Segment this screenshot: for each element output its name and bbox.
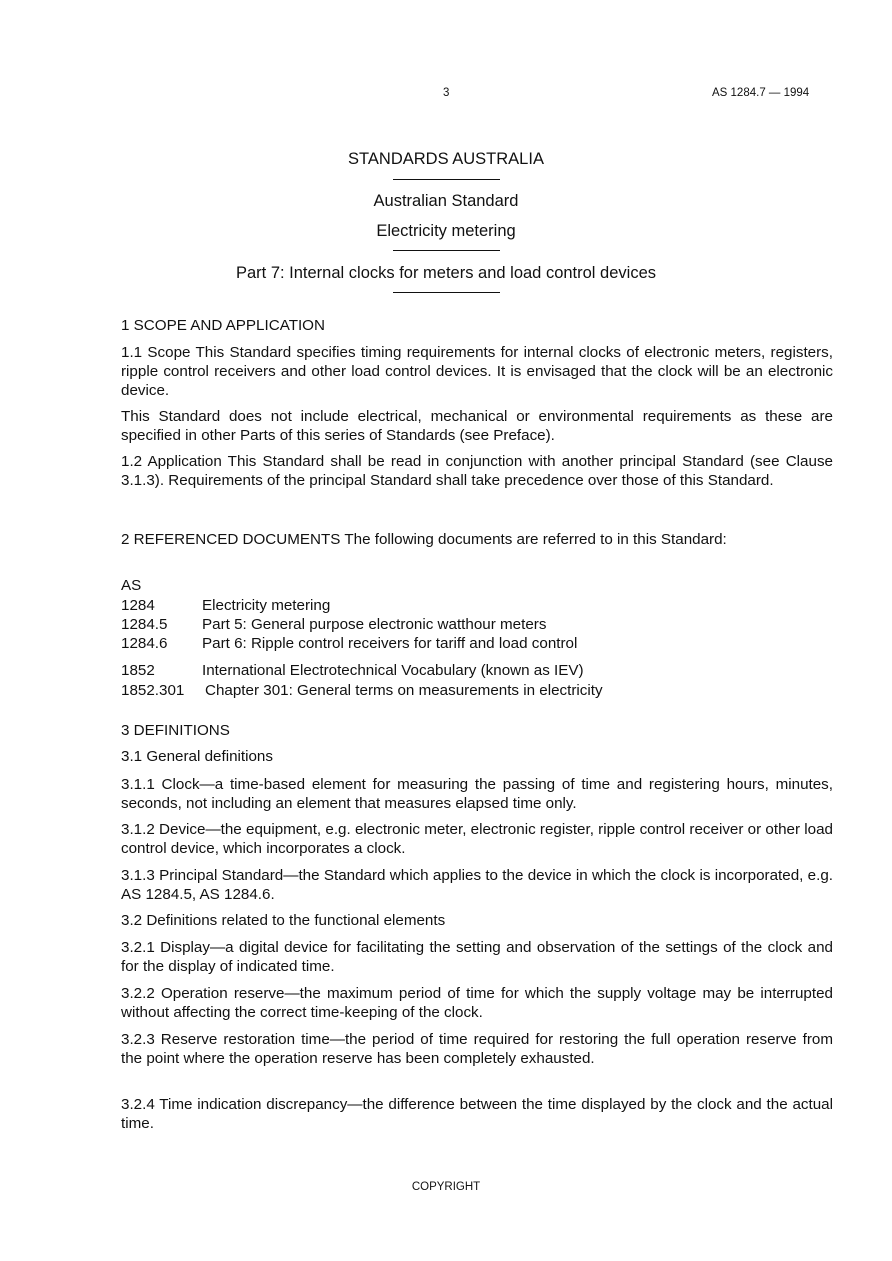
divider-rule [393, 250, 500, 251]
definition-reserve-restoration-time: 3.2.3 Reserve restoration time—the period of time required for restoring the full operation reserve from the point where the operation reserve has been completely exhausted. [121, 1031, 833, 1067]
subsection-heading: 3.1 General definitions [121, 748, 273, 765]
reference-title: Part 6: Ripple control receivers for tariff and load control [202, 635, 578, 652]
divider-rule [393, 179, 500, 180]
reference-code: 1852.301 [121, 682, 185, 699]
page-number: 3 [443, 87, 450, 99]
definition-principal-standard: 3.1.3 Principal Standard—the Standard which applies to the device in which the clock is incorporated, e.g. AS 1284.5, AS 1284.6. [121, 867, 833, 903]
section-heading: 1 SCOPE AND APPLICATION [121, 317, 325, 334]
reference-title: Part 5: General purpose electronic watthour meters [202, 616, 547, 633]
divider-rule [393, 292, 500, 293]
standard-type: Australian Standard [373, 192, 519, 210]
reference-code: 1284.5 [121, 616, 168, 633]
reference-row [121, 682, 603, 699]
standard-number: AS 1284.7 — 1994 [712, 87, 810, 99]
reference-title: Chapter 301: General terms on measurements in electricity [205, 682, 603, 699]
standard-subject: Electricity metering [376, 222, 516, 240]
reference-code: 1284.6 [121, 635, 168, 652]
reference-title: Electricity metering [202, 597, 331, 614]
reference-row [121, 662, 584, 679]
reference-title: International Electrotechnical Vocabulary (known as IEV) [202, 662, 584, 679]
subsection-heading: 3.2 Definitions related to the functional elements [121, 912, 446, 929]
definition-time-indication-discrepancy: 3.2.4 Time indication discrepancy—the difference between the time displayed by the clock and the actual time. [121, 1096, 833, 1132]
part-title: Part 7: Internal clocks for meters and load control devices [235, 264, 657, 282]
reference-prefix: AS [121, 577, 142, 594]
reference-code: 1284 [121, 597, 155, 614]
definition-display: 3.2.1 Display—a digital device for facilitating the setting and observation of the settings of the clock and for the display of indicated time. [121, 939, 833, 975]
reference-code: 1852 [121, 662, 155, 679]
reference-row [121, 616, 546, 633]
copyright-footer: COPYRIGHT [411, 1181, 481, 1193]
definition-device: 3.1.2 Device—the equipment, e.g. electronic meter, electronic register, ripple control receiver or other load control device, which incorporates a clock. [121, 821, 833, 857]
definition-clock: 3.1.1 Clock—a time-based element for measuring the passing of time and registering hours, minutes, seconds, not including an element that measures elapsed time only. [121, 776, 833, 812]
section-heading: 3 DEFINITIONS [121, 722, 230, 739]
organisation-title: STANDARDS AUSTRALIA [348, 150, 544, 168]
scope-paragraph: 1.1 Scope This Standard specifies timing requirements for internal clocks of electronic meters, registers, ripple control receivers and other load control devices. It is envisaged that the clock will be an electronic device. [121, 344, 833, 399]
reference-row [121, 597, 330, 614]
reference-row [121, 635, 577, 652]
scope-note-paragraph: This Standard does not include electrical, mechanical or environmental requirements as these are specified in other Parts of this series of Standards (see Preface). [121, 408, 833, 444]
application-paragraph: 1.2 Application This Standard shall be read in conjunction with another principal Standard (see Clause 3.1.3). Requirements of the principal Standard shall take precedence over those of this Standard. [121, 453, 833, 489]
definition-operation-reserve: 3.2.2 Operation reserve—the maximum period of time for which the supply voltage may be interrupted without affecting the correct time-keeping of the clock. [121, 985, 833, 1021]
referenced-documents-intro: 2 REFERENCED DOCUMENTS The following documents are referred to in this Standard: [121, 531, 727, 548]
